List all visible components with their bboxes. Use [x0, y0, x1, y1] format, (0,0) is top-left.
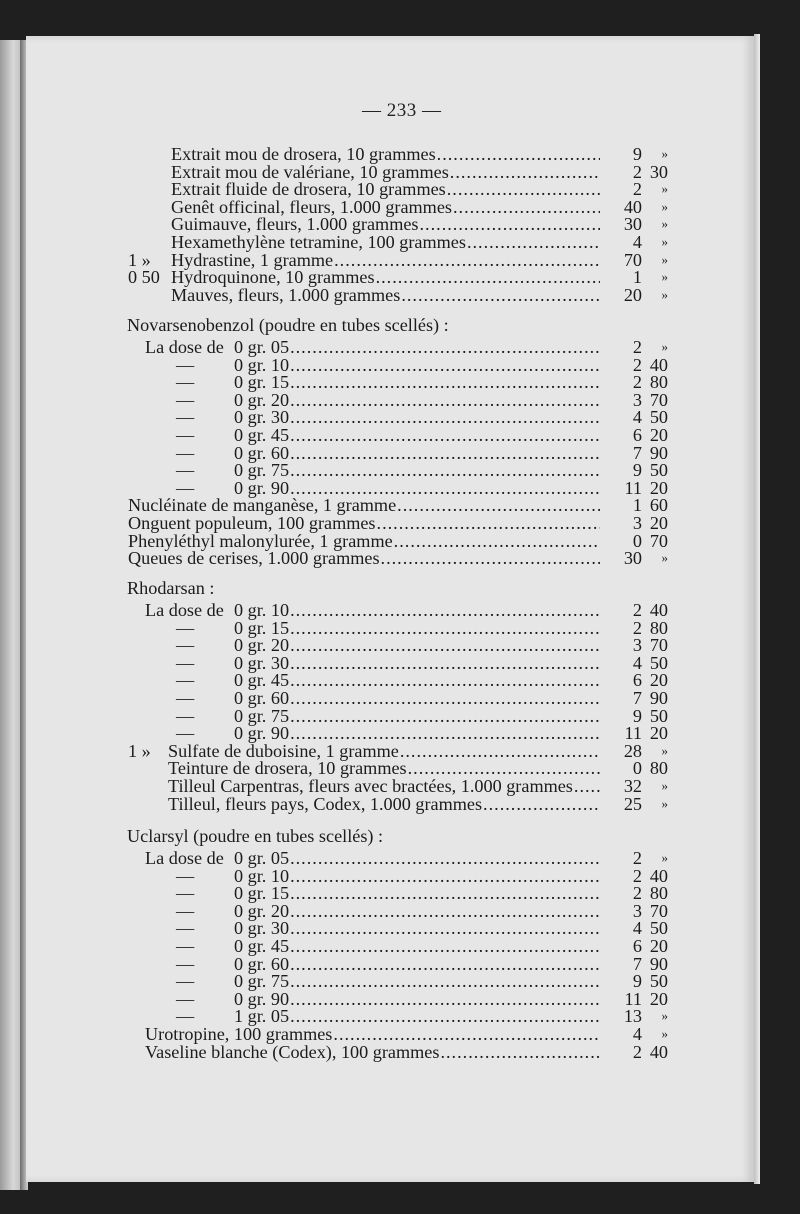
- entry-text: 0 gr. 60: [234, 442, 290, 463]
- price-centimes: 20: [649, 670, 668, 691]
- entry-text: Urotropine, 100 grammes: [145, 1024, 333, 1044]
- price-centimes: 50: [649, 460, 668, 481]
- ditto-dash: —: [176, 723, 195, 744]
- price-centimes: 60: [649, 495, 668, 516]
- ditto-dash: —: [176, 460, 195, 481]
- price-francs: 9: [632, 144, 642, 164]
- entry-text: 0 gr. 20: [234, 389, 290, 410]
- ditto-dash: —: [176, 617, 195, 638]
- price-francs: 13: [623, 1006, 642, 1027]
- entry-text: Extrait fluide de drosera, 10 grammes: [171, 179, 446, 200]
- price-centimes: »: [661, 795, 668, 811]
- price-centimes: 20: [649, 513, 668, 533]
- entry-text: Hydrastine, 1 gramme: [171, 249, 334, 270]
- price-centimes: 80: [649, 758, 668, 779]
- ditto-dash: —: [176, 407, 195, 428]
- entry-text: 0 gr. 90: [234, 477, 290, 498]
- entry-text: Hydroquinone, 10 grammes: [171, 267, 375, 288]
- price-centimes: »: [661, 234, 668, 249]
- ditto-dash: —: [176, 883, 195, 904]
- price-francs: 11: [624, 988, 642, 1009]
- entry-text: Hexamethylène tetramine, 100 grammes: [171, 232, 466, 252]
- ditto-dash: —: [176, 705, 195, 726]
- entry-text: 0 gr. 30: [234, 918, 290, 939]
- ditto-dash: —: [176, 688, 195, 708]
- entry-prefix: 1 »: [128, 740, 151, 761]
- price-francs: 25: [623, 793, 642, 814]
- price-francs: 4: [632, 407, 642, 428]
- price-francs: 11: [624, 477, 642, 498]
- section-heading: Novarsenobenzol (poudre en tubes scellés) :: [127, 315, 449, 335]
- price-centimes: 30: [649, 161, 668, 182]
- entry-text: 0 gr. 90: [234, 988, 290, 1009]
- price-francs: 2: [632, 600, 642, 620]
- price-centimes: 20: [649, 936, 668, 956]
- page-number: — 233 —: [362, 100, 442, 121]
- price-centimes: »: [661, 269, 668, 285]
- price-centimes: »: [661, 1026, 668, 1041]
- ditto-dash: —: [176, 918, 195, 939]
- entry-text: 0 gr. 20: [234, 900, 290, 921]
- price-centimes: »: [661, 198, 668, 214]
- entry-text: Tilleul Carpentras, fleurs avec bractées, 1.000 grammes: [168, 776, 573, 796]
- entry-text: 0 gr. 20: [234, 635, 290, 656]
- entry-text: Phenyléthyl malonylurée, 1 gramme: [128, 530, 393, 551]
- ditto-dash: —: [176, 865, 195, 886]
- entry-text: 1 gr. 05: [234, 1006, 290, 1027]
- price-centimes: 80: [649, 617, 668, 638]
- price-francs: 2: [632, 848, 642, 868]
- entry-text: 0 gr. 45: [234, 670, 290, 691]
- entry-text: Extrait mou de drosera, 10 grammes: [171, 144, 436, 164]
- leader-dots: [483, 793, 600, 815]
- entry-text: Sulfate de duboisine, 1 gramme: [168, 740, 399, 761]
- list-item: [0, 284, 720, 306]
- entry-text: Queues de cerises, 1.000 grammes: [128, 548, 380, 569]
- price-francs: 1: [632, 267, 642, 288]
- price-francs: 3: [632, 513, 642, 533]
- price-centimes: »: [661, 181, 668, 197]
- ditto-dash: —: [176, 953, 195, 974]
- ditto-dash: —: [176, 1006, 195, 1027]
- entry-text: 0 gr. 60: [234, 688, 290, 708]
- price-centimes: 50: [649, 971, 668, 992]
- price-centimes: »: [661, 146, 668, 161]
- list-item: [0, 1041, 720, 1063]
- price-francs: 40: [623, 196, 642, 217]
- price-francs: 2: [632, 883, 642, 904]
- price-centimes: 40: [649, 1041, 668, 1062]
- price-francs: 2: [632, 337, 642, 357]
- entry-text: 0 gr. 05: [234, 848, 290, 868]
- price-centimes: »: [661, 286, 668, 302]
- price-centimes: 20: [649, 988, 668, 1009]
- entry-label: [171, 284, 600, 306]
- entry-text: 0 gr. 45: [234, 936, 290, 956]
- entry-text: 0 gr. 15: [234, 372, 290, 393]
- entry-label: [145, 1041, 600, 1063]
- entry-prefix: La dose de: [145, 848, 224, 868]
- price-centimes: »: [661, 251, 668, 267]
- section-heading: Rhodarsan :: [127, 578, 215, 598]
- entry-text: 0 gr. 15: [234, 883, 290, 904]
- entry-text: 0 gr. 75: [234, 460, 290, 481]
- entry-prefix: 1 »: [128, 249, 151, 270]
- entry-text: Genêt officinal, fleurs, 1.000 grammes: [171, 196, 452, 217]
- entry-label: [168, 793, 600, 815]
- ditto-dash: —: [176, 372, 195, 393]
- entry-label: [128, 547, 600, 569]
- price-centimes: 20: [649, 723, 668, 744]
- ditto-dash: —: [176, 442, 195, 463]
- price-francs: 1: [632, 495, 642, 516]
- price-francs: 0: [632, 530, 642, 551]
- price-francs: 6: [632, 670, 642, 691]
- price-centimes: 50: [649, 705, 668, 726]
- price-centimes: »: [661, 850, 668, 865]
- price-francs: 11: [624, 723, 642, 744]
- price-francs: 4: [632, 232, 642, 252]
- ditto-dash: —: [176, 652, 195, 673]
- price-francs: 9: [632, 971, 642, 992]
- ditto-dash: —: [176, 936, 195, 956]
- ditto-dash: —: [176, 477, 195, 498]
- entry-text: Vaseline blanche (Codex), 100 grammes: [145, 1041, 440, 1062]
- price-centimes: 20: [649, 477, 668, 498]
- ditto-dash: —: [176, 900, 195, 921]
- price-francs: 7: [632, 688, 642, 708]
- ditto-dash: —: [176, 425, 195, 445]
- list-item: [0, 547, 720, 569]
- price-centimes: 70: [649, 530, 668, 551]
- entry-text: 0 gr. 10: [234, 600, 290, 620]
- price-francs: 2: [632, 617, 642, 638]
- price-francs: 4: [632, 652, 642, 673]
- price-centimes: »: [661, 216, 668, 232]
- entry-text: 0 gr. 75: [234, 705, 290, 726]
- price-centimes: 80: [649, 372, 668, 393]
- price-francs: 2: [632, 179, 642, 200]
- entry-text: Extrait mou de valériane, 10 grammes: [171, 161, 449, 182]
- price-francs: 9: [632, 705, 642, 726]
- price-centimes: 40: [649, 865, 668, 886]
- price-centimes: 70: [649, 389, 668, 410]
- ditto-dash: —: [176, 988, 195, 1009]
- price-francs: 3: [632, 635, 642, 656]
- entry-text: Tilleul, fleurs pays, Codex, 1.000 grammes: [168, 793, 483, 814]
- price-francs: 2: [632, 161, 642, 182]
- entry-text: 0 gr. 10: [234, 354, 290, 375]
- price-francs: 70: [623, 249, 642, 270]
- entry-text: Onguent populeum, 100 grammes: [128, 513, 376, 533]
- ditto-dash: —: [176, 354, 195, 375]
- price-centimes: 70: [649, 635, 668, 656]
- price-francs: 6: [632, 936, 642, 956]
- entry-prefix: 0 50: [128, 267, 160, 288]
- entry-text: 0 gr. 15: [234, 617, 290, 638]
- ditto-dash: —: [176, 635, 195, 656]
- entry-text: 0 gr. 75: [234, 971, 290, 992]
- price-centimes: 90: [649, 442, 668, 463]
- section-heading: Uclarsyl (poudre en tubes scellés) :: [127, 826, 384, 846]
- price-centimes: 50: [649, 652, 668, 673]
- price-francs: 32: [623, 776, 642, 796]
- price-centimes: 20: [649, 425, 668, 445]
- entry-text: 0 gr. 45: [234, 425, 290, 445]
- entry-text: 0 gr. 30: [234, 407, 290, 428]
- entry-text: Mauves, fleurs, 1.000 grammes: [171, 284, 401, 305]
- price-centimes: »: [661, 1008, 668, 1024]
- price-centimes: 50: [649, 918, 668, 939]
- entry-text: 0 gr. 30: [234, 652, 290, 673]
- entry-text: Guimauve, fleurs, 1.000 grammes: [171, 214, 419, 235]
- price-francs: 0: [632, 758, 642, 779]
- entry-text: 0 gr. 60: [234, 953, 290, 974]
- price-francs: 9: [632, 460, 642, 481]
- price-francs: 3: [632, 389, 642, 410]
- price-francs: 7: [632, 442, 642, 463]
- price-francs: 3: [632, 900, 642, 921]
- price-centimes: »: [661, 778, 668, 793]
- price-francs: 30: [623, 214, 642, 235]
- price-francs: 2: [632, 372, 642, 393]
- entry-text: Nucléinate de manganèse, 1 gramme: [128, 495, 397, 516]
- price-francs: 2: [632, 865, 642, 886]
- entry-text: Teinture de drosera, 10 grammes: [168, 758, 407, 779]
- price-francs: 4: [632, 918, 642, 939]
- ditto-dash: —: [176, 971, 195, 992]
- leader-dots: [401, 284, 600, 306]
- price-centimes: 40: [649, 354, 668, 375]
- entry-text: 0 gr. 90: [234, 723, 290, 744]
- price-francs: 30: [623, 548, 642, 569]
- leader-dots: [440, 1041, 600, 1063]
- price-francs: 7: [632, 953, 642, 974]
- price-centimes: 90: [649, 688, 668, 708]
- price-francs: 28: [623, 740, 642, 761]
- ditto-dash: —: [176, 670, 195, 691]
- list-item: [0, 793, 720, 815]
- price-centimes: 50: [649, 407, 668, 428]
- page-edge: [754, 34, 760, 1184]
- price-francs: 2: [632, 354, 642, 375]
- price-centimes: 70: [649, 900, 668, 921]
- price-centimes: 40: [649, 600, 668, 620]
- entry-prefix: La dose de: [145, 337, 224, 357]
- price-centimes: »: [661, 550, 668, 566]
- price-francs: 6: [632, 425, 642, 445]
- leader-dots: [381, 547, 600, 569]
- entry-text: 0 gr. 10: [234, 865, 290, 886]
- price-centimes: 90: [649, 953, 668, 974]
- price-centimes: 80: [649, 883, 668, 904]
- price-francs: 4: [632, 1024, 642, 1044]
- price-francs: 20: [623, 284, 642, 305]
- price-centimes: »: [661, 339, 668, 354]
- price-centimes: »: [661, 742, 668, 758]
- price-francs: 2: [632, 1041, 642, 1062]
- ditto-dash: —: [176, 389, 195, 410]
- entry-text: 0 gr. 05: [234, 337, 290, 357]
- entry-prefix: La dose de: [145, 600, 224, 620]
